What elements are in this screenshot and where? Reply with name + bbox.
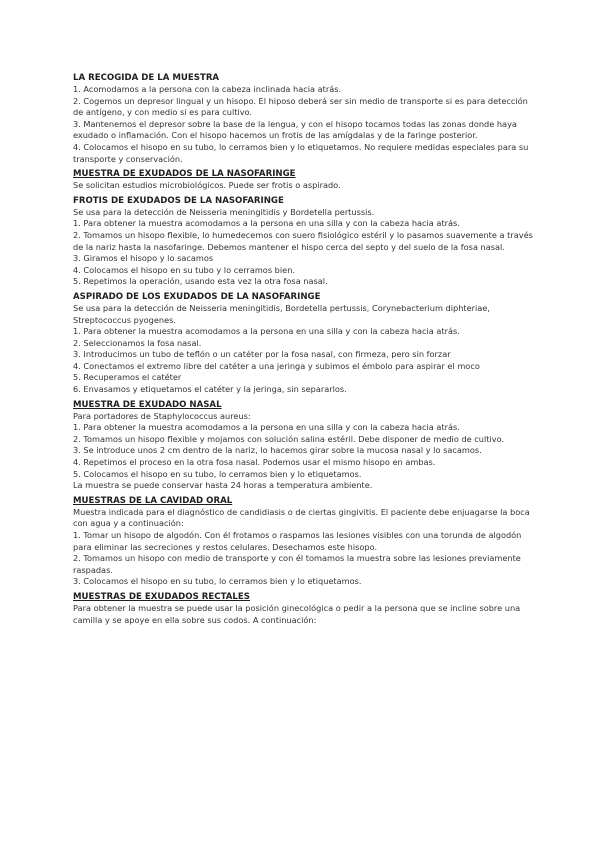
section-step: 3. Introducimos un tubo de teflón o un catéter por la fosa nasal, con firmeza, pero sin forzar: [73, 349, 451, 360]
section-heading: ASPIRADO DE LOS EXUDADOS DE LA NASOFARINGE: [73, 291, 321, 302]
section-step: 1. Acomodamos a la persona con la cabeza inclinada hacia atrás.: [73, 84, 342, 94]
section-step: 1. Para obtener la muestra acomodamos a la persona en una silla y con la cabeza hacia atrás.: [73, 326, 460, 337]
section-heading: MUESTRAS DE LA CAVIDAD ORAL: [73, 495, 233, 506]
document-section: [73, 169, 533, 192]
document-section: [73, 73, 533, 165]
section-step: 1. Para obtener la muestra acomodamos a la persona en una silla y con la cabeza hacia atrás.: [73, 422, 460, 433]
section-step: 3. Se introduce unos 2 cm dentro de la nariz, lo hacemos girar sobre la mucosa nasal y lo sacamos.: [73, 445, 482, 456]
section-heading: MUESTRAS DE EXUDADOS RECTALES: [73, 591, 250, 602]
section-heading: FROTIS DE EXUDADOS DE LA NASOFARINGE: [73, 195, 284, 206]
document-body: [73, 70, 533, 630]
section-step: 2. Tomamos un hisopo flexible, lo humedecemos con suero fisiológico estéril y lo pasamos suavemente a través de la nariz hasta la nasofaringe. Debemos mantener el hispo cerca del septo y del suelo de la fosa nasal.: [73, 229, 533, 252]
section-step: 6. Envasamos y etiquetamos el catéter y la jeringa, sin separarlos.: [73, 384, 347, 395]
document-section: [73, 400, 533, 492]
section-step: 3. Colocamos el hisopo en su tubo, lo cerramos bien y lo etiquetamos.: [73, 576, 362, 587]
section-intro: Se solicitan estudios microbiológicos. Puede ser frotis o aspirado.: [73, 180, 341, 191]
section-step: 4. Repetimos el proceso en la otra fosa nasal. Podemos usar el mismo hisopo en ambas.: [73, 457, 436, 468]
section-intro: Para obtener la muestra se puede usar la posición ginecológica o pedir a la persona que se incline sobre una camilla y se apoye en ella sobre sus codos. A continuación:: [73, 602, 521, 625]
section-intro: Se usa para la detección de Neisseria meningitidis, Bordetella pertussis, Corynebacterium diphteriae, Streptococcus pyogenes.: [73, 302, 490, 325]
document-section: [73, 496, 533, 588]
section-step: 1. Para obtener la muestra acomodamos a la persona en una silla y con la cabeza hacia atrás.: [73, 218, 460, 229]
section-step: 2. Seleccionamos la fosa nasal.: [73, 337, 202, 348]
section-step: 5. Recuperamos el catéter: [73, 372, 182, 383]
section-heading: MUESTRA DE EXUDADOS DE LA NASOFARINGE: [73, 169, 296, 180]
section-step: 1. Tomar un hisopo de algodón. Con él frotamos o raspamos las lesiones visibles con una torunda de algodón para eliminar las secreciones y restos celulares. Desechamos este hisopo.: [73, 530, 522, 552]
section-heading: LA RECOGIDA DE LA MUESTRA: [73, 73, 220, 83]
section-heading: MUESTRA DE EXUDADO NASAL: [73, 399, 222, 410]
section-step: 2. Cogemos un depresor lingual y un hisopo. El hiposo deberá ser sin medio de transporte si es para detección de antígeno, y con medio si es para cultivo.: [73, 95, 528, 118]
section-intro: Muestra indicada para el diagnóstico de candidiasis o de ciertas gingivitis. El paciente debe enjuagarse la boca con agua y a continuación:: [73, 506, 530, 529]
section-step: 3. Giramos el hisopo y lo sacamos: [73, 253, 214, 264]
section-step: 5. Colocamos el hisopo en su tubo, lo cerramos bien y lo etiquetamos.: [73, 468, 362, 479]
section-step: 3. Mantenemos el depresor sobre la base de la lengua, y con el hisopo tocamos todas las zonas donde haya exudado o inflamación. Con el hisopo hacemos un frotis de las amígdalas y de la faringe posterior.: [73, 118, 517, 141]
section-step: 4. Conectamos el extremo libre del catéter a una jeringa y subimos el émbolo para aspirar el moco: [73, 360, 480, 371]
section-step: 4. Colocamos el hisopo en su tubo, lo cerramos bien y lo etiquetamos. No requiere medidas especiales para su transporte y conservación.: [73, 141, 529, 164]
section-step: 5. Repetimos la operación, usando esta vez la otra fosa nasal.: [73, 276, 328, 287]
section-step: 2. Tomamos un hisopo flexible y mojamos con solución salina estéril. Debe disponer de medio de cultivo.: [73, 433, 505, 444]
document-section: [73, 196, 533, 288]
document-section: [73, 592, 533, 626]
section-step: 2. Tomamos un hisopo con medio de transporte y con él tomamos la muestra sobre las lesiones previamente raspadas.: [73, 553, 521, 575]
section-intro: Se usa para la detección de Neisseria meningitidis y Bordetella pertussis.: [73, 206, 375, 217]
document-section: [73, 292, 533, 396]
section-step: La muestra se puede conservar hasta 24 horas a temperatura ambiente.: [73, 480, 373, 491]
section-step: 4. Colocamos el hisopo en su tubo y lo cerramos bien.: [73, 264, 295, 275]
section-intro: Para portadores de Staphylococcus aureus:: [73, 410, 251, 421]
